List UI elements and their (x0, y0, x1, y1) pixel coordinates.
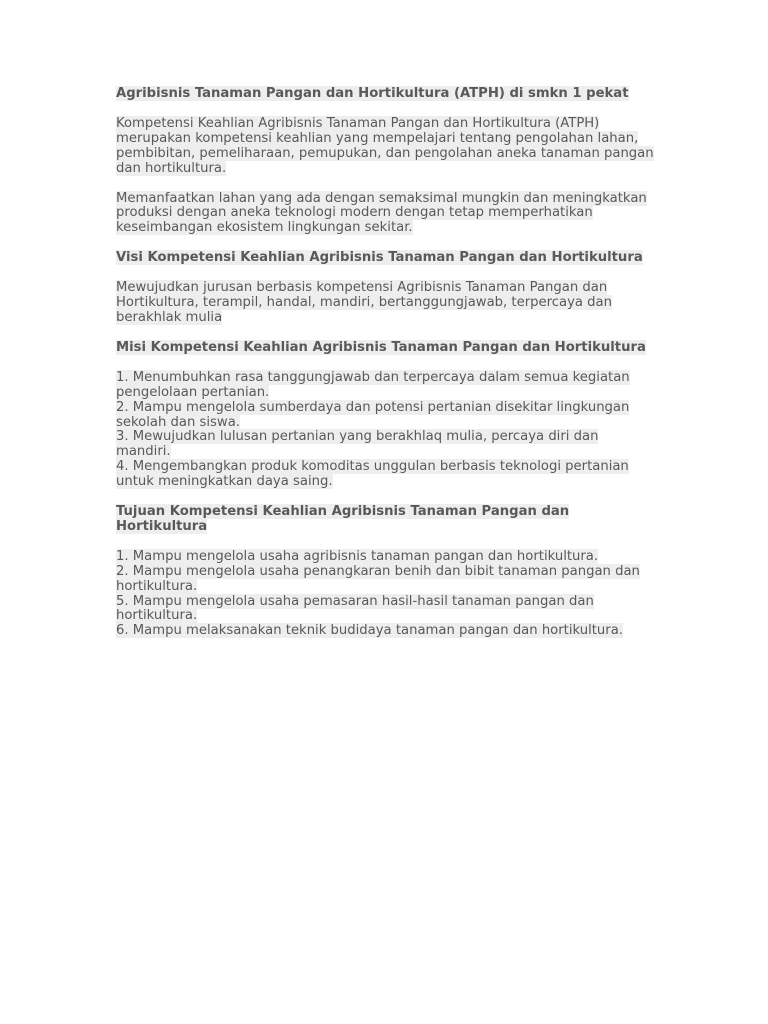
visi-paragraph-text: Mewujudkan jurusan berbasis kompetensi Agribisnis Tanaman Pangan dan Hortikultura, terampil, handal, mandiri, bertanggungjawab, terpercaya dan berakhlak mulia (116, 280, 612, 325)
document-title (116, 87, 656, 102)
document-page (116, 87, 656, 654)
tujuan-list-item (116, 550, 656, 565)
tujuan-item-5: 5. Mampu mengelola usaha pemasaran hasil-hasil tanaman pangan dan hortikultura. (116, 593, 594, 624)
document-title-text: Agribisnis Tanaman Pangan dan Hortikultura (ATPH) di smkn 1 pekat (116, 86, 629, 101)
tujuan-list-item (116, 624, 656, 639)
tujuan-item-1: 1. Mampu mengelola usaha agribisnis tanaman pangan dan hortikultura. (116, 548, 599, 564)
visi-paragraph (116, 281, 656, 326)
tujuan-item-6: 6. Mampu melaksanakan teknik budidaya tanaman pangan dan hortikultura. (116, 623, 623, 639)
misi-item-2: 2. Mampu mengelola sumberdaya dan potensi pertanian disekitar lingkungan sekolah dan siswa. (116, 399, 630, 430)
misi-heading (116, 341, 656, 356)
tujuan-list-item (116, 595, 656, 625)
misi-list (116, 371, 656, 490)
tujuan-list (116, 550, 656, 639)
visi-heading-text: Visi Kompetensi Keahlian Agribisnis Tanaman Pangan dan Hortikultura (116, 250, 643, 266)
misi-list-item (116, 401, 656, 431)
intro-paragraph (116, 117, 656, 177)
tujuan-heading-text: Tujuan Kompetensi Keahlian Agribisnis Tanaman Pangan dan Hortikultura (116, 504, 570, 534)
misi-list-item (116, 371, 656, 401)
misi-list-item (116, 430, 656, 460)
purpose-paragraph (116, 192, 656, 237)
tujuan-list-item (116, 565, 656, 595)
purpose-paragraph-text: Memanfaatkan lahan yang ada dengan semaksimal mungkin dan meningkatkan produksi dengan aneka teknologi modern dengan tetap memperhatikan keseimbangan ekosistem lingkungan sekitar. (116, 190, 647, 236)
intro-paragraph-text: Kompetensi Keahlian Agribisnis Tanaman Pangan dan Hortikultura (ATPH) merupakan kompetensi keahlian yang mempelajari tentang pengolahan lahan, pembibitan, pemeliharaan, pemupukan, dan pengolahan aneka tanaman pangan dan hortikultura. (116, 115, 654, 176)
misi-item-1: 1. Menumbuhkan rasa tanggungjawab dan terpercaya dalam semua kegiatan pengelolaan pertanian. (116, 369, 630, 400)
tujuan-heading (116, 505, 656, 535)
tujuan-item-2: 2. Mampu mengelola usaha penangkaran benih dan bibit tanaman pangan dan hortikultura. (116, 563, 640, 594)
misi-item-4: 4. Mengembangkan produk komoditas unggulan berbasis teknologi pertanian untuk meningkatkan daya saing. (116, 459, 629, 490)
misi-list-item (116, 460, 656, 490)
misi-item-3: 3. Mewujudkan lulusan pertanian yang berakhlaq mulia, percaya diri dan mandiri. (116, 429, 599, 460)
visi-heading (116, 251, 656, 266)
misi-heading-text: Misi Kompetensi Keahlian Agribisnis Tanaman Pangan dan Hortikultura (116, 339, 646, 355)
